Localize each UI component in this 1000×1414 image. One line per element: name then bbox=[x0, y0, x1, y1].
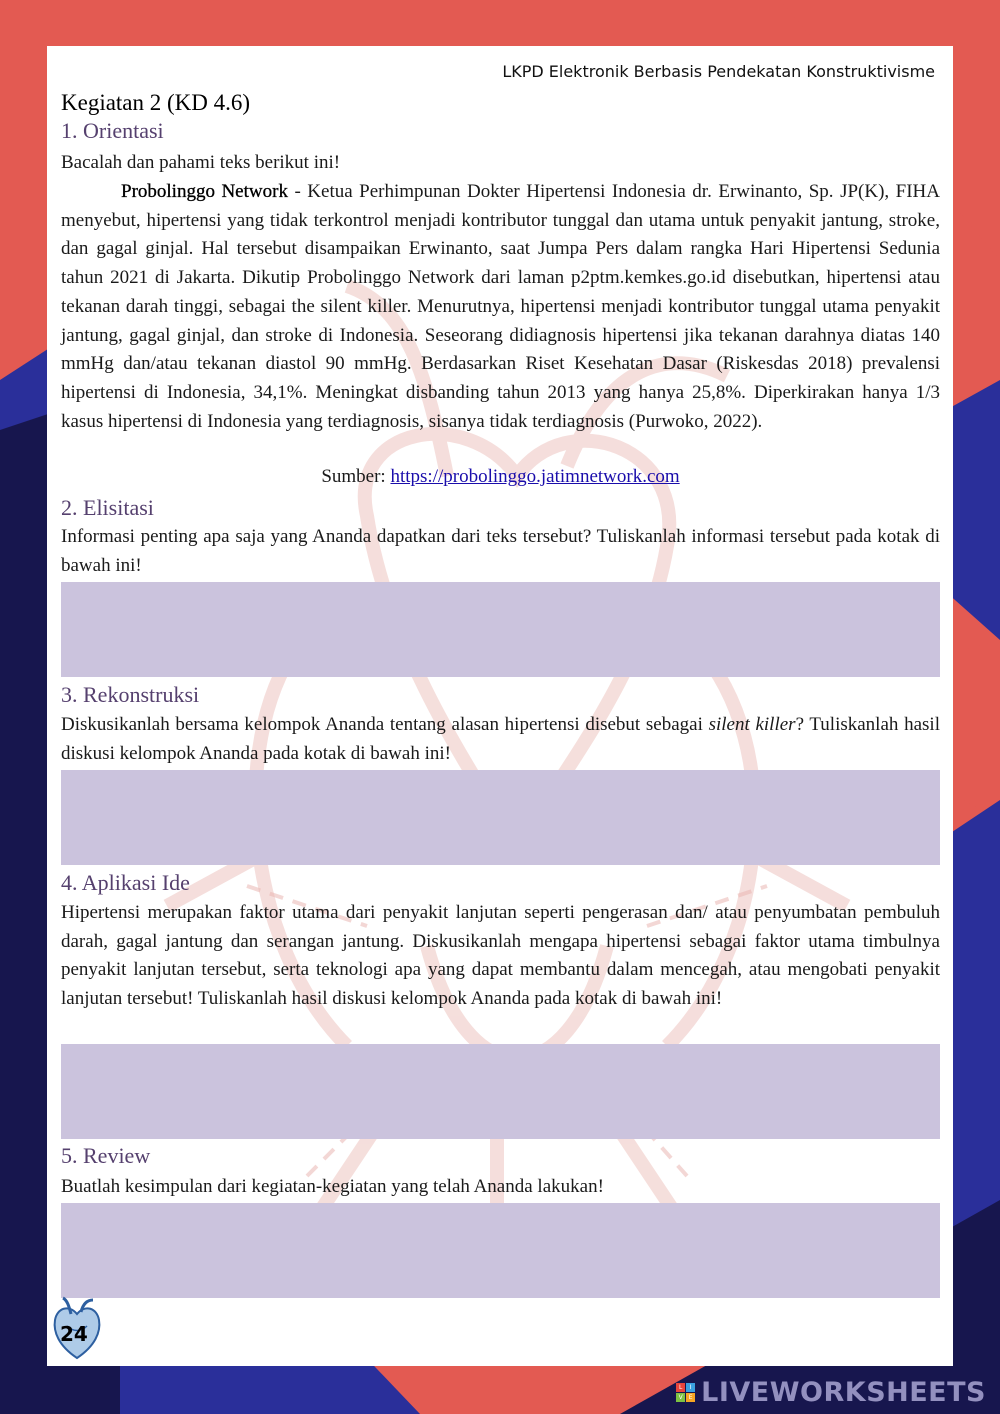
source-citation bbox=[61, 466, 940, 488]
liveworksheets-brand bbox=[676, 1377, 986, 1408]
source-label: Sumber: bbox=[321, 466, 391, 487]
answer-box-rekonstruksi[interactable] bbox=[61, 770, 940, 865]
rekonstruksi-text bbox=[61, 711, 940, 768]
logo-letter: L bbox=[676, 1383, 685, 1392]
rekonstruksi-text-after: ? Tuliskanlah hasil diskusi kelompok Ananda pada kotak di bawah ini! bbox=[61, 714, 940, 764]
document-header: LKPD Elektronik Berbasis Pendekatan Konstruktivisme bbox=[502, 62, 935, 81]
section-title-rekonstruksi: 3. Rekonstruksi bbox=[61, 682, 200, 707]
article-text bbox=[61, 178, 940, 436]
rekonstruksi-text-italic: silent killer bbox=[708, 714, 796, 735]
answer-box-aplikasi[interactable] bbox=[61, 1044, 940, 1139]
orientasi-instruction: Bacalah dan pahami teks berikut ini! bbox=[61, 152, 341, 173]
article-lead: Probolinggo Network bbox=[121, 181, 288, 202]
section-title-orientasi: 1. Orientasi bbox=[61, 118, 164, 143]
answer-box-elisitasi[interactable] bbox=[61, 582, 940, 677]
logo-letter: V bbox=[676, 1393, 685, 1402]
source-link[interactable]: https://probolinggo.jatimnetwork.com bbox=[390, 466, 680, 487]
elisitasi-text: Informasi penting apa saja yang Ananda dapatkan dari teks tersebut? Tuliskanlah informasi tersebut pada kotak di bawah ini! bbox=[61, 526, 940, 576]
rekonstruksi-text-before: Diskusikanlah bersama kelompok Ananda tentang alasan hipertensi disebut sebagai bbox=[61, 714, 709, 735]
page-number: 24 bbox=[60, 1322, 88, 1346]
answer-box-review[interactable] bbox=[61, 1203, 940, 1298]
brand-name: LIVEWORKSHEETS bbox=[701, 1377, 986, 1408]
activity-title: Kegiatan 2 (KD 4.6) bbox=[61, 90, 251, 115]
section-title-aplikasi: 4. Aplikasi Ide bbox=[61, 870, 190, 895]
logo-letter: I bbox=[686, 1383, 695, 1392]
aplikasi-text: Hipertensi merupakan faktor utama dari penyakit lanjutan seperti pengerasan dan/ atau penyumbatan pembuluh darah, gagal jantung dan serangan jantung. Diskusikanlah mengapa hipertensi sebagai faktor utama timbulnya penyakit lanjutan tersebut, serta teknologi apa yang dapat membantu dalam mencegah, atau mengobati penyakit lanjutan tersebut! Tuliskanlah hasil diskusi kelompok Ananda pada kotak di bawah ini! bbox=[61, 902, 940, 1010]
review-text: Buatlah kesimpulan dari kegiatan-kegiatan yang telah Ananda lakukan! bbox=[61, 1176, 604, 1197]
brand-logo-icon bbox=[676, 1383, 695, 1402]
section-title-elisitasi: 2. Elisitasi bbox=[61, 495, 154, 520]
logo-letter: E bbox=[686, 1393, 695, 1402]
section-title-review: 5. Review bbox=[61, 1143, 151, 1168]
article-body: - Ketua Perhimpunan Dokter Hipertensi Indonesia dr. Erwinanto, Sp. JP(K), FIHA menyebut, hipertensi yang tidak terkontrol menjadi kontributor tunggal dan utama untuk penyakit jantung, stroke, dan gagal ginjal. Hal tersebut disampaikan Erwinanto, saat Jumpa Pers dalam rangka Hari Hipertensi Sedunia tahun 2021 di Jakarta. Dikutip Probolinggo Network dari laman p2ptm.kemkes.go.id disebutkan, hipertensi atau tekanan darah tinggi, sebagai the silent killer. Menurutnya, hipertensi menjadi kontributor tunggal utama penyakit jantung, gagal ginjal, dan stroke di Indonesia. Seseorang didiagnosis hipertensi jika tekanan darahnya diatas 140 mmHg dan/atau tekanan diastol 90 mmHg. Berdasarkan Riset Kesehatan Dasar (Riskesdas 2018) prevalensi hipertensi di Indonesia, 34,1%. Meningkat disbanding tahun 2013 yang hanya 25,8%. Diperkirakan hanya 1/3 kasus hipertensi di Indonesia yang terdiagnosis, sisanya tidak terdiagnosis (Purwoko, 2022). bbox=[61, 181, 940, 432]
worksheet-page bbox=[47, 46, 953, 1366]
